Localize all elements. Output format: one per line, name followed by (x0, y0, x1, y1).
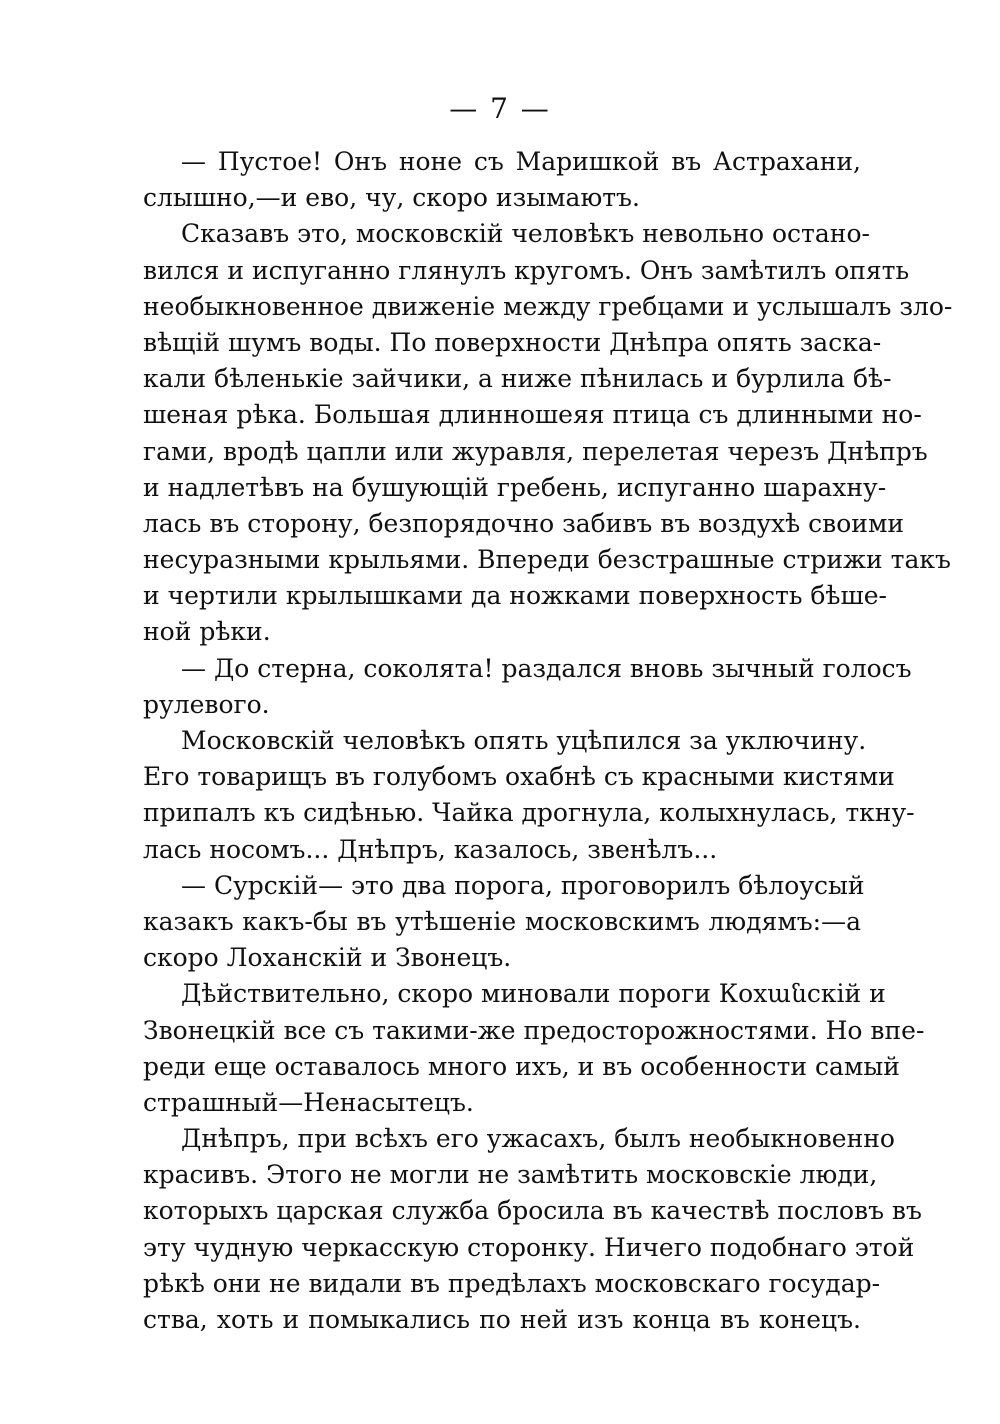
text-line: гами, вродѣ цапли или журавля, перелетая черезъ Днѣпръ (143, 436, 928, 466)
text-line: которыхъ царская служба бросила въ качествѣ пословъ въ (143, 1196, 922, 1226)
text-line: скоро Лоханскій и Звонецъ. (143, 943, 512, 973)
text-line: — До стерна, соколята! раздался вновь зычный голосъ (181, 653, 912, 683)
text-line: Московскій человѣкъ опять уцѣпился за уключину. (181, 726, 867, 755)
text-line: — Пустое! Онъ ноне съ Маришкой въ Астрахани, (181, 147, 861, 176)
text-line: реди еще оставалось много ихъ, и въ особенности самый (143, 1051, 900, 1081)
text-line: ной рѣки. (143, 617, 271, 647)
text-line: Днѣпръ, при всѣхъ его ужасахъ, былъ необыкновенно (181, 1124, 895, 1154)
text-line: слышно,—и ево, чу, скоро изымаютъ. (143, 183, 640, 213)
text-line: красивъ. Этого не могли не замѣтить московскіе люди, (143, 1160, 878, 1190)
text-line: рулевого. (143, 689, 270, 719)
text-line: Звонецкій все съ такими-же предосторожностями. Но впе- (143, 1015, 925, 1045)
text-line: лась носомъ... Днѣпръ, казалось, звенѣлъ... (143, 834, 718, 864)
text-line: ства, хоть и помыкались по ней изъ конца въ конецъ. (143, 1305, 861, 1334)
text-line: и чертили крылышками да ножками поверхность бѣше- (143, 581, 887, 611)
text-line: Его товарищъ въ голубомъ охабнѣ съ красными кистями (143, 762, 895, 792)
text-line: — Сурскій— это два порога, проговорилъ бѣлоусый (181, 870, 865, 900)
text-line: страшный—Ненасытецъ. (143, 1087, 474, 1117)
text-line: Дѣйствительно, скоро миновали пороги Кохանскій и (181, 979, 886, 1009)
text-line: вѣщій шумъ воды. По поверхности Днѣпра опять заска- (143, 327, 882, 357)
text-line: кали бѣленькіе зайчики, а ниже пѣнилась и бурлила бѣ- (143, 364, 892, 394)
text-line: несуразными крыльями. Впереди безстрашные стрижи такъ (143, 545, 951, 575)
text-line: рѣкѣ они не видали въ предѣлахъ московскаго государ- (143, 1268, 881, 1298)
text-line: лась въ сторону, безпорядочно забивъ въ воздухѣ своими (143, 508, 905, 538)
text-line: и надлетѣвъ на бушующій гребень, испуганно шарахну- (143, 472, 887, 502)
page-number: — 7 — (449, 92, 551, 125)
text-line: шеная рѣка. Большая длинношеяя птица съ длинными но- (143, 400, 922, 430)
text-line: эту чудную черкасскую сторонку. Ничего подобнаго этой (143, 1232, 915, 1262)
text-line: припалъ къ сидѣнью. Чайка дрогнула, колыхнулась, ткну- (143, 798, 915, 828)
body-text (143, 144, 953, 1338)
text-line: казакъ какъ-бы въ утѣшеніе московскимъ людямъ:—а (143, 906, 861, 936)
text-line: вился и испуганно глянулъ кругомъ. Онъ замѣтилъ опять (143, 255, 910, 285)
text-line: Сказавъ это, московскій человѣкъ невольно остано- (181, 219, 870, 249)
text-line: необыкновенное движеніе между гребцами и услышалъ зло- (143, 291, 953, 321)
